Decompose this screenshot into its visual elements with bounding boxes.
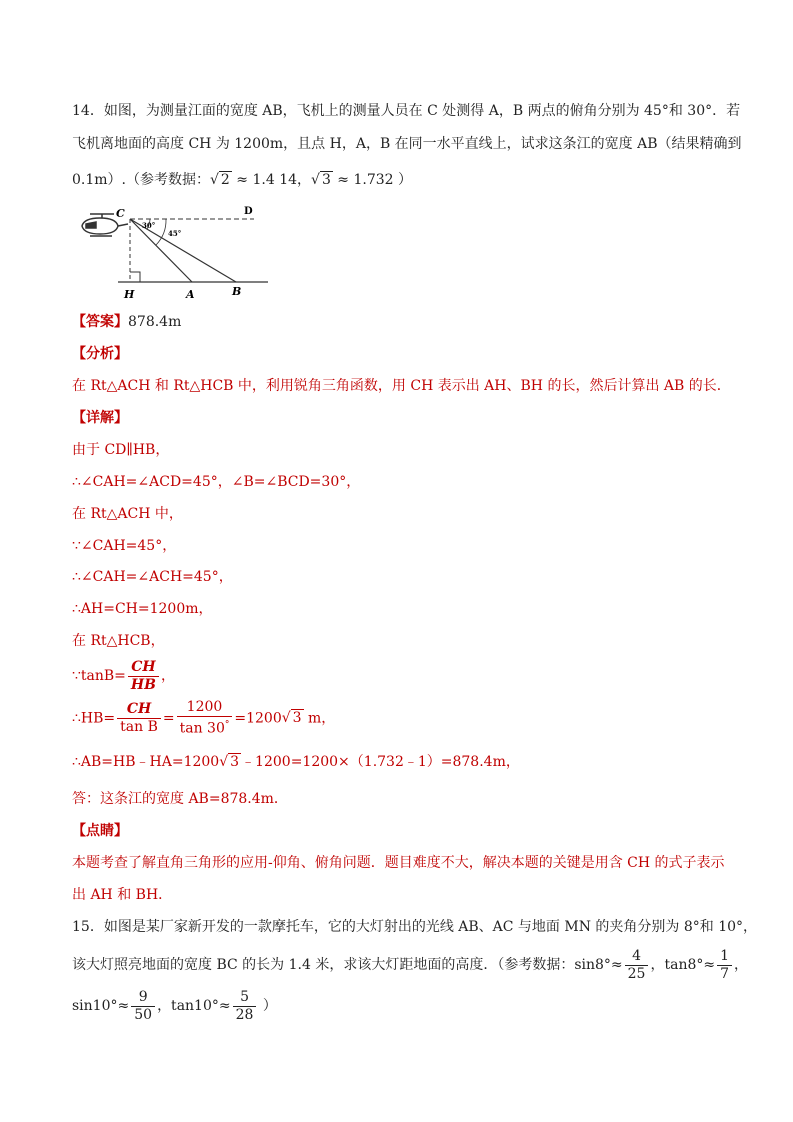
fraction-ch-hb: $\frac{CH}{HB}$ bbox=[128, 659, 159, 694]
q14-figure bbox=[72, 200, 282, 305]
fraction-ch-tanb: $\frac{CH}{\text{tan B}}$ bbox=[117, 701, 161, 736]
detail-line-9: ∴HB= $\frac{CH}{\text{tan B}}$ = $\frac{1200}{\tan 30^\circ}$ =1200√ 3 m， bbox=[72, 699, 336, 737]
detail-line-7: 在 Rt△HCB， bbox=[72, 633, 165, 649]
q15-line-2: 该大灯照亮地面的宽度 BC 的长为 1.4 米，求该大灯距地面的高度．（参考数据：sin8°≈ $\frac{4}{25}$ ，tan8°≈ $\frac{1}{7}$ ， bbox=[72, 947, 749, 982]
label-30: 30° bbox=[142, 221, 156, 230]
label-45: 45° bbox=[168, 229, 182, 238]
fraction-1-7: $\frac{1}{7}$ bbox=[717, 948, 732, 983]
label-b: B bbox=[232, 285, 242, 298]
label-d: D bbox=[244, 206, 253, 217]
q14-line-1: 14．如图，为测量江面的宽度 AB，飞机上的测量人员在 C 处测得 A，B 两点的俯角分别为 45°和 30°．若 bbox=[72, 103, 741, 119]
fraction-5-28: $\frac{5}{28}$ bbox=[233, 989, 257, 1024]
detail-line-10: ∴AB=HB﹣HA=1200√ 3 ﹣1200=1200×（1.732﹣1）=878.4m， bbox=[72, 754, 520, 770]
detail-line-1: 由于 CD∥HB， bbox=[72, 442, 170, 458]
answer-tag: 【答案】 bbox=[72, 314, 128, 330]
q15-line-3: sin10°≈ $\frac{9}{50}$ ，tan10°≈ $\frac{5}{28}$ ） bbox=[72, 988, 277, 1023]
answer-value: 878.4m bbox=[128, 314, 182, 330]
label-c: C bbox=[116, 207, 125, 220]
sqrt3-hb: √ 3 bbox=[281, 710, 302, 727]
analysis-tag: 【分析】 bbox=[72, 346, 128, 362]
fraction-4-25: $\frac{4}{25}$ bbox=[625, 948, 649, 983]
answer-line bbox=[72, 312, 181, 332]
q14-ref-label: 0.1m）.（参考数据： bbox=[72, 172, 210, 188]
sqrt3-ab: √ 3 bbox=[219, 754, 240, 770]
sqrt2: √ 2 bbox=[210, 172, 230, 188]
label-h: H bbox=[124, 288, 135, 301]
fraction-1200-tan30: $\frac{1200}{\tan 30^\circ}$ bbox=[177, 699, 233, 738]
sqrt3: √ 3 bbox=[311, 172, 331, 188]
comment-line-2: 出 AH 和 BH． bbox=[72, 887, 173, 903]
detail-line-2: ∴∠CAH=∠ACD=45°，∠B=∠BCD=30°， bbox=[72, 474, 361, 490]
sqrt3-approx: ≈ 1.732 ） bbox=[332, 172, 413, 188]
comment-line-1: 本题考查了解直角三角形的应用-仰角、俯角问题．题目难度不大，解决本题的关键是用含 CH 的式子表示 bbox=[72, 855, 725, 871]
detail-line-6: ∴AH=CH=1200m， bbox=[72, 601, 213, 617]
label-a: A bbox=[186, 288, 195, 301]
detail-line-8: ∵tanB= $\frac{CH}{HB}$ ， bbox=[72, 658, 175, 693]
sqrt2-approx: ≈ 1.4 14， bbox=[231, 172, 312, 188]
detail-line-3: 在 Rt△ACH 中， bbox=[72, 506, 183, 522]
detail-line-4: ∵∠CAH=45°， bbox=[72, 538, 177, 554]
q15-line-1: 15．如图是某厂家新开发的一款摩托车，它的大灯射出的光线 AB、AC 与地面 MN 的夹角分别为 8°和 10°， bbox=[72, 919, 758, 935]
detail-line-11: 答：这条江的宽度 AB=878.4m． bbox=[72, 791, 288, 807]
detail-tag: 【详解】 bbox=[72, 410, 128, 426]
fraction-9-50: $\frac{9}{50}$ bbox=[131, 989, 155, 1024]
angle-arc-45 bbox=[156, 219, 166, 245]
q14-line-3 bbox=[72, 170, 412, 190]
analysis-text: 在 Rt△ACH 和 Rt△HCB 中，利用锐角三角函数，用 CH 表示出 AH、BH 的长，然后计算出 AB 的长． bbox=[72, 378, 731, 394]
right-angle-mark bbox=[130, 272, 140, 282]
comment-tag: 【点睛】 bbox=[72, 823, 128, 839]
q14-line-2: 飞机离地面的高度 CH 为 1200m，且点 H，A，B 在同一水平直线上，试求这条江的宽度 AB（结果精确到 bbox=[72, 136, 742, 152]
detail-line-5: ∴∠CAH=∠ACH=45°， bbox=[72, 569, 233, 585]
